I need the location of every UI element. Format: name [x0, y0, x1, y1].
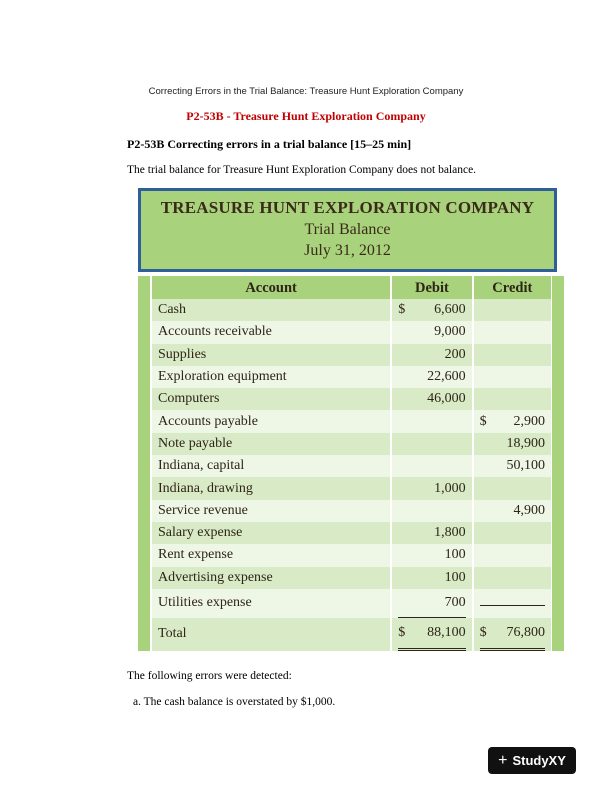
table-row [152, 477, 551, 499]
debit-cell [391, 544, 472, 566]
total-label: Total [152, 618, 391, 651]
problem-subtitle: P2-53B Correcting errors in a trial balance [15–25 min] [127, 137, 412, 151]
badge-label: StudyXY [512, 753, 566, 768]
document-header: Correcting Errors in the Trial Balance: Treasure Hunt Exploration Company [148, 86, 464, 97]
intro-paragraph: The trial balance for Treasure Hunt Exploration Company does not balance. [127, 164, 477, 176]
errors-intro: The following errors were detected: [127, 670, 292, 682]
right-stripe [552, 276, 564, 651]
credit-cell-value: 4,900 [513, 502, 545, 518]
table-row [152, 522, 551, 544]
debit-cell-value: 200 [444, 346, 466, 362]
account-name: Advertising expense [152, 567, 391, 589]
account-name: Indiana, capital [152, 455, 391, 477]
account-name: Computers [152, 388, 391, 410]
debit-cell [391, 299, 472, 321]
table-row [152, 410, 551, 432]
debit-cell-value: 1,000 [434, 480, 466, 496]
credit-cell [473, 388, 551, 410]
report-date: July 31, 2012 [304, 242, 391, 259]
credit-cell [473, 410, 551, 432]
total-credit-value: 76,800 [506, 624, 545, 640]
debit-column-header: Debit [391, 276, 472, 299]
debit-cell [391, 366, 472, 388]
credit-cell [473, 455, 551, 477]
table-row [152, 567, 551, 589]
debit-cell-value: 22,600 [427, 369, 466, 385]
table-row [152, 321, 551, 343]
debit-cell-value: 100 [444, 569, 466, 585]
debit-cell [391, 388, 472, 410]
credit-cell [473, 299, 551, 321]
credit-cell-sign: $ [479, 413, 487, 429]
debit-cell [391, 344, 472, 366]
total-credit-sign: $ [479, 624, 487, 640]
trial-balance-table [152, 276, 551, 651]
report-name: Trial Balance [304, 221, 391, 238]
debit-cell [391, 433, 472, 455]
debit-cell-value: 9,000 [434, 324, 466, 340]
credit-cell [473, 344, 551, 366]
table-row [152, 433, 551, 455]
credit-column-header: Credit [473, 276, 551, 299]
credit-cell [473, 522, 551, 544]
credit-cell [473, 567, 551, 589]
debit-cell-value: 6,600 [434, 302, 466, 318]
problem-title: P2-53B - Treasure Hunt Exploration Company [186, 109, 426, 123]
credit-cell [473, 433, 551, 455]
debit-cell-value: 700 [444, 594, 466, 610]
debit-cell [391, 410, 472, 432]
account-name: Exploration equipment [152, 366, 391, 388]
account-name: Accounts payable [152, 410, 391, 432]
credit-cell [473, 544, 551, 566]
debit-cell [391, 477, 472, 499]
table-row [152, 388, 551, 410]
table-row [152, 500, 551, 522]
debit-cell [391, 589, 472, 618]
credit-cell [473, 321, 551, 343]
table-row [152, 455, 551, 477]
left-stripe [138, 276, 150, 651]
credit-cell-value: 18,900 [506, 435, 545, 451]
account-column-header: Account [152, 276, 391, 299]
account-name: Service revenue [152, 500, 391, 522]
table-row [152, 544, 551, 566]
account-name: Utilities expense [152, 589, 391, 618]
studyxy-badge[interactable] [488, 747, 576, 774]
table-header-row [152, 276, 551, 299]
debit-cell-value: 100 [444, 547, 466, 563]
debit-cell-value: 46,000 [427, 391, 466, 407]
debit-cell [391, 522, 472, 544]
table-row [152, 344, 551, 366]
table-row [152, 366, 551, 388]
credit-cell [473, 477, 551, 499]
debit-cell [391, 500, 472, 522]
credit-cell-value: 2,900 [513, 413, 545, 429]
total-debit [391, 618, 472, 651]
table-row [152, 299, 551, 321]
account-name: Accounts receivable [152, 321, 391, 343]
credit-cell [473, 366, 551, 388]
total-row [152, 618, 551, 651]
account-name: Note payable [152, 433, 391, 455]
account-name: Cash [152, 299, 391, 321]
total-debit-value: 88,100 [427, 624, 466, 640]
debit-cell [391, 567, 472, 589]
trial-balance-body [138, 276, 564, 654]
debit-cell [391, 321, 472, 343]
credit-cell [473, 589, 551, 618]
total-debit-sign: $ [398, 624, 406, 640]
account-name: Supplies [152, 344, 391, 366]
debit-cell [391, 455, 472, 477]
company-name: TREASURE HUNT EXPLORATION COMPANY [160, 198, 535, 217]
credit-cell-value: 50,100 [506, 458, 545, 474]
account-name: Salary expense [152, 522, 391, 544]
account-name: Indiana, drawing [152, 477, 391, 499]
account-name: Rent expense [152, 544, 391, 566]
credit-cell [473, 500, 551, 522]
plus-icon: + [498, 751, 508, 769]
error-item-a: a. The cash balance is overstated by $1,000. [133, 696, 336, 708]
trial-balance-figure [125, 185, 564, 655]
debit-cell-sign: $ [398, 302, 406, 318]
total-credit [473, 618, 551, 651]
table-row [152, 589, 551, 618]
debit-cell-value: 1,800 [434, 525, 466, 541]
trial-balance-heading [138, 188, 557, 272]
